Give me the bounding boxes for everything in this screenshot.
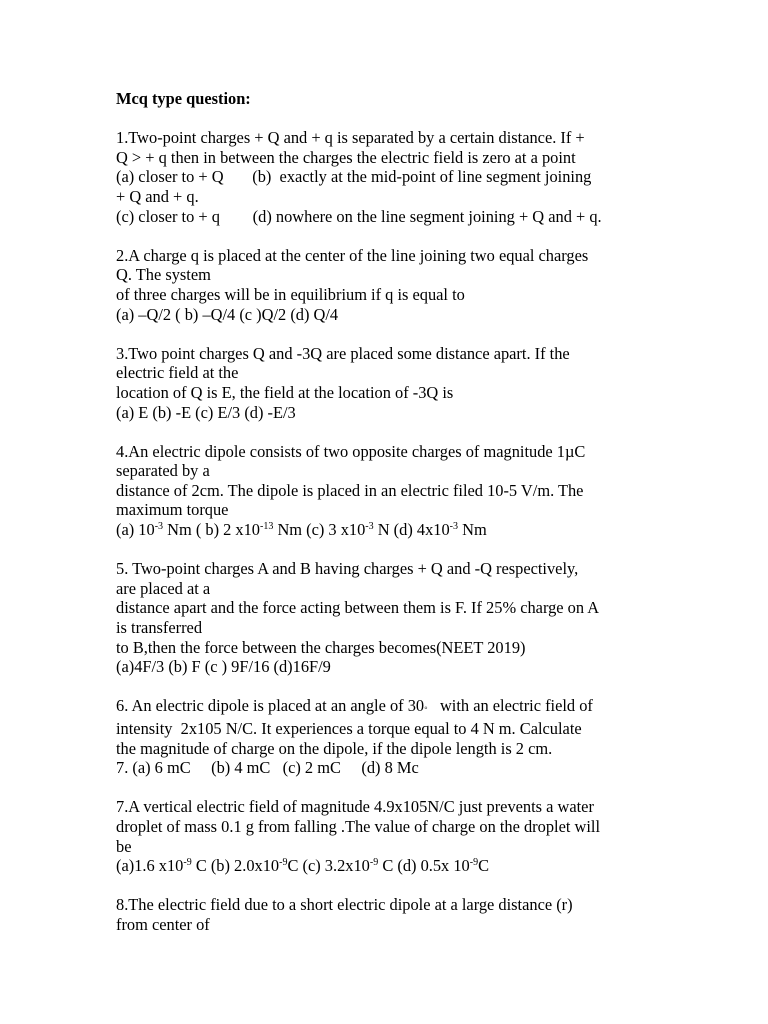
question-1-line-2: Q > + q then in between the charges the electric field is zero at a point <box>116 147 576 167</box>
spacer <box>116 324 664 344</box>
question-1-line-5: (c) closer to + q (d) nowhere on the line segment joining + Q and + q. <box>116 206 602 226</box>
spacer <box>116 109 664 129</box>
question-3 <box>116 344 664 422</box>
question-6-line-3: the magnitude of charge on the dipole, if the dipole length is 2 cm. <box>116 738 553 758</box>
degree-symbol: ◦ <box>424 703 428 715</box>
question-7-line-2: droplet of mass 0.1 g from falling .The value of charge on the droplet will <box>116 816 601 836</box>
question-5 <box>116 559 664 677</box>
question-7-line-1: 7.A vertical electric field of magnitude 4.9x105N/C just prevents a water <box>116 797 594 817</box>
question-6-line-2: intensity 2x105 N/C. It experiences a torque equal to 4 N m. Calculate <box>116 719 582 738</box>
spacer <box>116 422 664 442</box>
option-text: Nm ( b) 2 x10 <box>163 520 260 540</box>
question-8 <box>116 895 664 934</box>
question-1 <box>116 128 664 226</box>
option-text: Nm (c) 3 x10 <box>273 520 366 540</box>
option-text: (a)1.6 x10 <box>116 856 184 876</box>
spacer <box>116 540 664 560</box>
option-text: N (d) 4x10 <box>373 520 450 540</box>
question-4 <box>116 442 664 540</box>
question-7-options <box>116 856 664 876</box>
question-3-line-1: 3.Two point charges Q and -3Q are placed some distance apart. If the <box>116 343 570 363</box>
option-text: C (b) 2.0x10 <box>191 856 280 876</box>
option-text: (a) 10 <box>116 520 155 540</box>
question-text: with an electric field of <box>427 696 593 716</box>
question-7-line-3: be <box>116 836 132 856</box>
question-8-line-2: from center of <box>116 914 210 934</box>
exponent: -9 <box>469 857 479 869</box>
page-heading: Mcq type question: <box>116 89 251 108</box>
question-5-line-3: distance apart and the force acting between them is F. If 25% charge on A <box>116 598 600 618</box>
question-1-line-1: 1.Two-point charges + Q and + q is separated by a certain distance. If + <box>116 128 585 148</box>
question-6-line-1 <box>116 696 664 719</box>
question-5-line-6: (a)4F/3 (b) F (c ) 9F/16 (d)16F/9 <box>116 657 331 677</box>
question-4-line-3: distance of 2cm. The dipole is placed in an electric filed 10-5 V/m. The <box>116 480 584 500</box>
option-text: C (c) 3.2x10 <box>287 856 370 876</box>
option-text: C <box>478 856 490 876</box>
spacer <box>116 677 664 697</box>
question-3-line-3: location of Q is E, the field at the location of -3Q is <box>116 382 454 402</box>
exponent: -3 <box>154 521 164 533</box>
spacer <box>116 226 664 246</box>
question-4-line-2: separated by a <box>116 461 210 481</box>
question-5-line-5: to B,then the force between the charges becomes(NEET 2019) <box>116 637 526 657</box>
exponent: -3 <box>365 521 374 533</box>
exponent: -9 <box>183 857 192 869</box>
question-2-line-1: 2.A charge q is placed at the center of the line joining two equal charges <box>116 245 589 265</box>
question-2-line-3: of three charges will be in equilibrium if q is equal to <box>116 284 465 304</box>
option-text: C (d) 0.5x 10 <box>378 856 470 876</box>
question-3-line-4: (a) E (b) -E (c) E/3 (d) -E/3 <box>116 402 296 422</box>
exponent: -3 <box>449 521 459 533</box>
question-7 <box>116 797 664 875</box>
question-8-line-1: 8.The electric field due to a short electric dipole at a large distance (r) <box>116 895 573 915</box>
spacer <box>116 876 664 896</box>
option-text: Nm <box>458 520 487 540</box>
question-1-line-4: + Q and + q. <box>116 186 199 206</box>
spacer <box>116 778 664 798</box>
question-1-line-3: (a) closer to + Q (b) exactly at the mid-point of line segment joining <box>116 167 592 187</box>
question-text: 6. An electric dipole is placed at an angle of 30 <box>116 696 425 716</box>
question-3-line-2: electric field at the <box>116 363 239 383</box>
question-2-line-4: (a) –Q/2 ( b) –Q/4 (c )Q/2 (d) Q/4 <box>116 304 339 324</box>
question-4-options <box>116 520 664 540</box>
question-6 <box>116 696 664 777</box>
exponent: -9 <box>369 857 379 869</box>
question-5-line-2: are placed at a <box>116 578 211 598</box>
exponent: -9 <box>279 857 288 869</box>
document-page <box>116 89 664 935</box>
question-4-line-1: 4.An electric dipole consists of two opposite charges of magnitude 1µC <box>116 441 586 461</box>
question-2 <box>116 246 664 324</box>
exponent: -13 <box>260 521 274 533</box>
question-2-line-2: Q. The system <box>116 265 211 285</box>
question-4-line-4: maximum torque <box>116 500 229 520</box>
question-5-line-1: 5. Two-point charges A and B having charges + Q and -Q respectively, <box>116 559 579 579</box>
question-5-line-4: is transferred <box>116 618 203 638</box>
question-6-line-4: 7. (a) 6 mC (b) 4 mC (c) 2 mC (d) 8 Mc <box>116 758 419 778</box>
